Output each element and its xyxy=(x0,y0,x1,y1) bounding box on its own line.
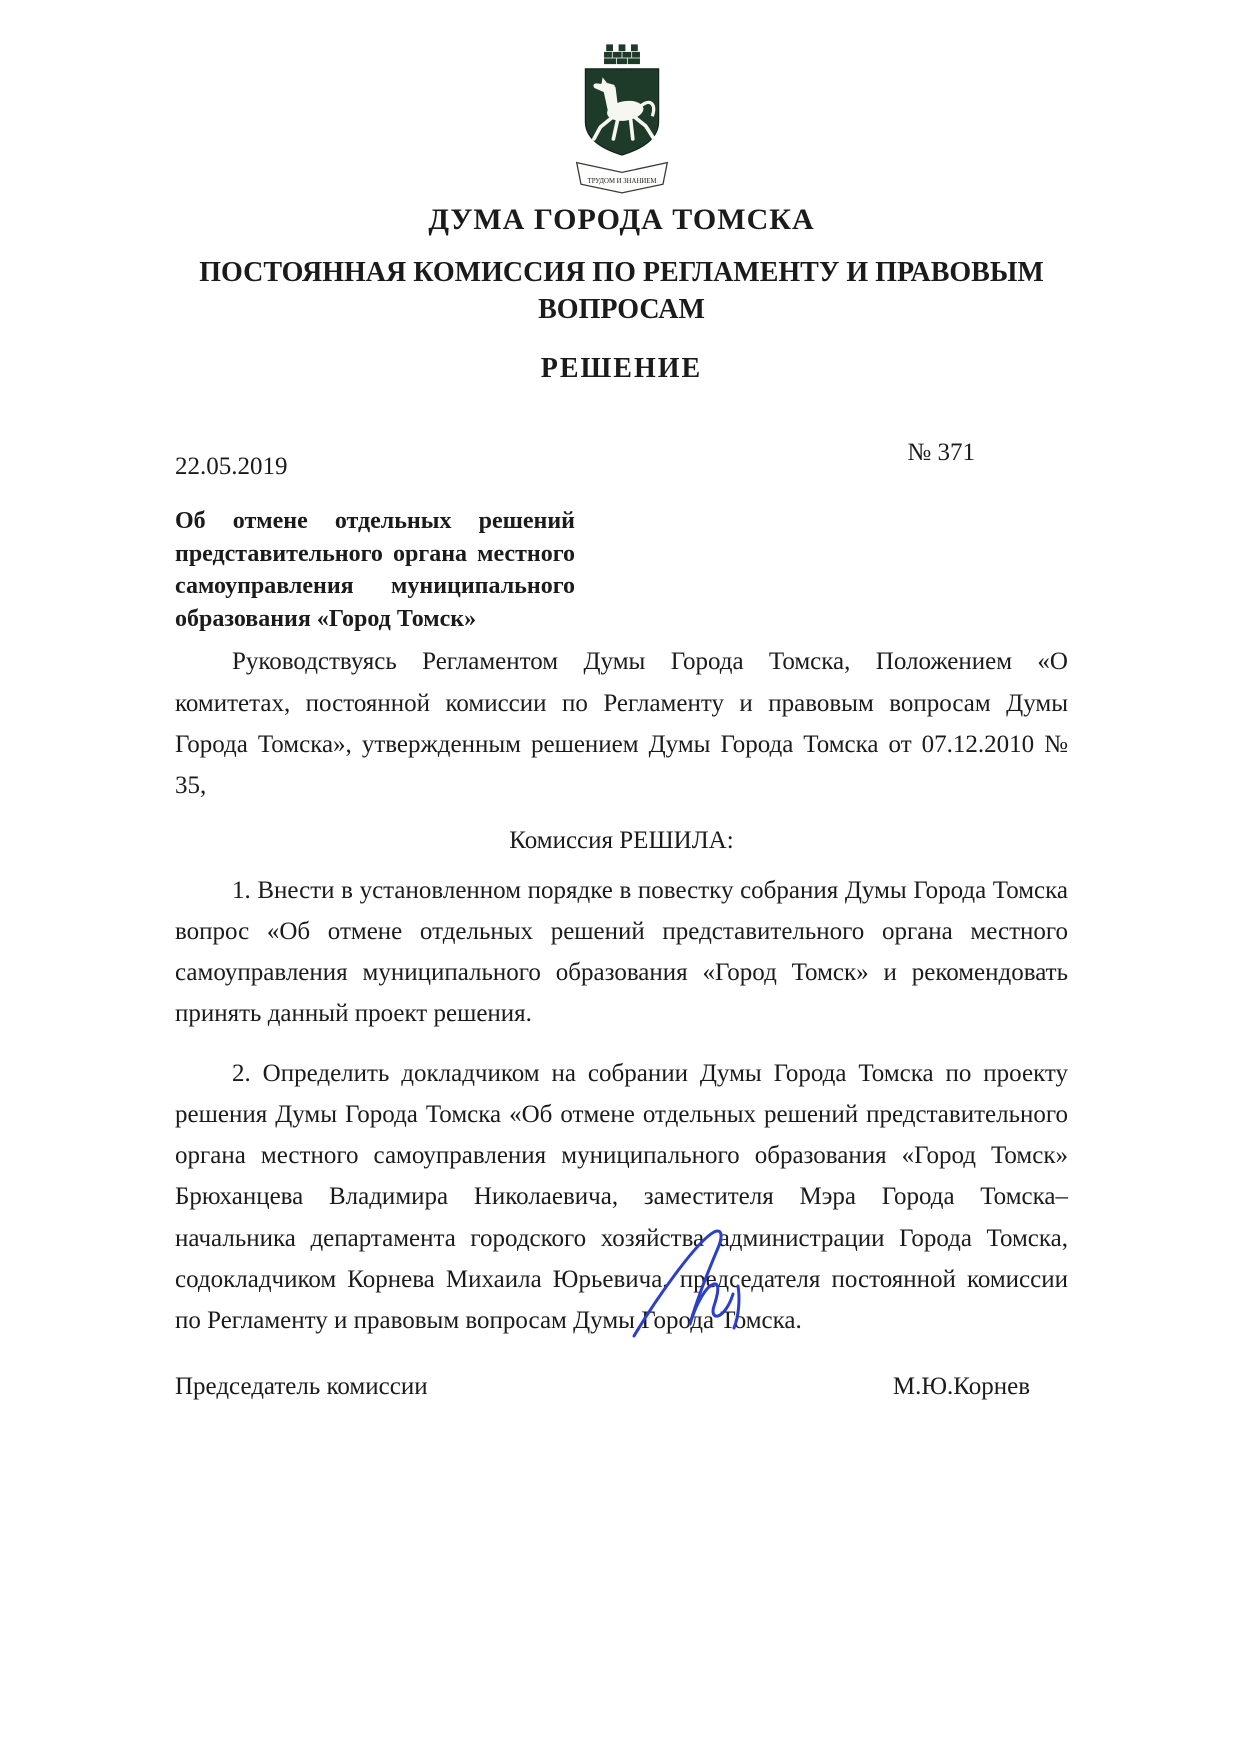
coat-of-arms-icon xyxy=(568,44,676,195)
doc-number: № 371 xyxy=(907,438,975,466)
resolution-item-1: 1. Внести в установленном порядке в повестку собрания Думы Города Томска вопрос «Об отмене отдельных решений представительного органа местного самоуправления муниципального образования «Город Томск» и рекомендовать принять данный проект решения. xyxy=(175,876,1068,1028)
mural-crown-icon xyxy=(603,44,640,64)
doc-type-heading: РЕШЕНИЕ xyxy=(540,352,703,384)
signer-name: М.Ю.Корнев xyxy=(892,1373,1030,1401)
doc-subject: Об отмене отдельных решений представительного органа местного самоуправления муниципального образования «Город Томск» xyxy=(175,507,575,632)
preamble-paragraph: Руководствуясь Регламентом Думы Города Томска, Положением «О комитетах, постоянной комиссии по Регламенту и правовым вопросам Думы Города Томска», утвержденным решением Думы Города Томска от 07.12.2010 № 35, xyxy=(175,648,1068,800)
signer-title: Председатель комиссии xyxy=(175,1373,428,1401)
doc-date: 22.05.2019 xyxy=(175,452,288,480)
motto-text: ТРУДОМ И ЗНАНИЕМ xyxy=(587,178,656,186)
resolution-heading: Комиссия РЕШИЛА: xyxy=(509,827,734,855)
motto-ribbon-icon xyxy=(576,163,667,193)
org-title: ДУМА ГОРОДА ТОМСКА xyxy=(428,203,815,236)
signature-row xyxy=(175,1373,1068,1401)
doc-meta-row xyxy=(175,439,1068,481)
resolution-item-2: 2. Определить докладчиком на собрании Думы Города Томска по проекту решения Думы Города Томска «Об отмене отдельных решений представительного органа местного самоуправления муниципального образования «Город Томск» Брюханцева Владимира Николаевича, заместителя Мэра Города Томска–начальника департамента городского хозяйства администрации Города Томска, содокладчиком Корнева Михаила Юрьевича, председателя постоянной комиссии по Регламенту и правовым вопросам Думы Города Томска. xyxy=(175,1059,1068,1335)
commission-title: ПОСТОЯННАЯ КОМИССИЯ ПО РЕГЛАМЕНТУ И ПРАВОВЫМ ВОПРОСАМ xyxy=(199,257,1044,325)
tomsk-coat-of-arms xyxy=(175,44,1068,195)
signature-ink xyxy=(626,1224,796,1349)
